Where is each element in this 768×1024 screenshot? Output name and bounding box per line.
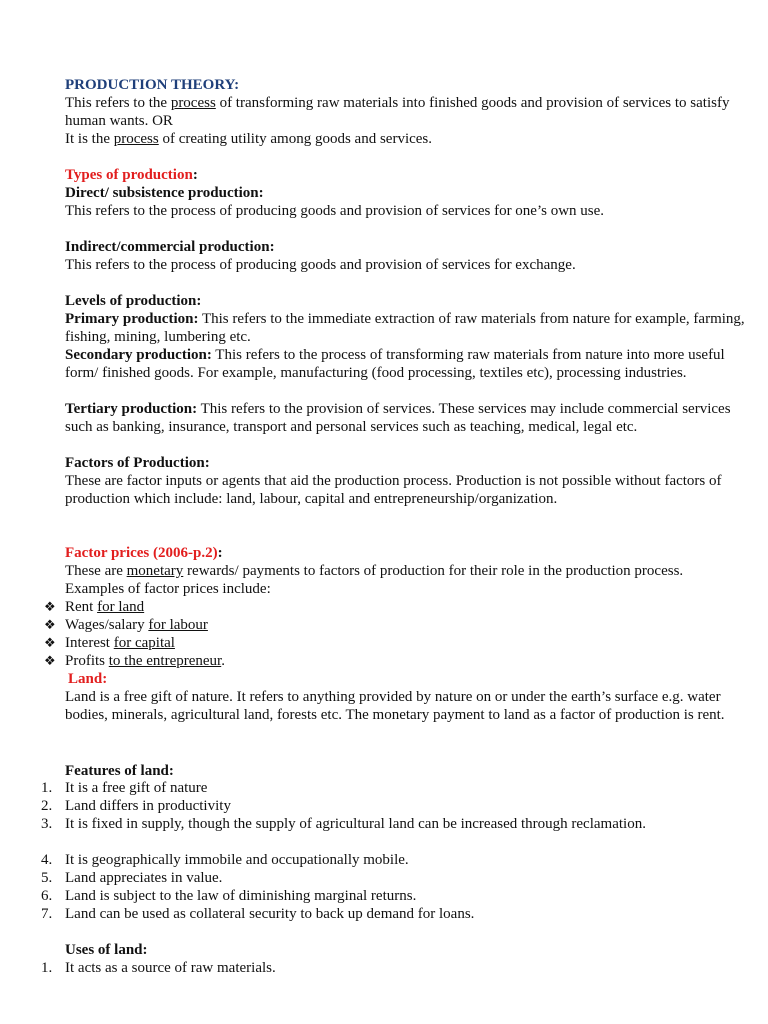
factors-of-production-heading: Factors of Production: (65, 455, 210, 471)
list-item: 5. Land appreciates in value. (41, 870, 223, 886)
factor-prices-list (0, 598, 745, 670)
tertiary-production-paragraph: Tertiary production: This refers to the provision of services. These services may include commercial services such as banking, insurance, transport and personal services such as teaching, medical, legal etc. (65, 401, 731, 435)
diamond-bullet-icon: ❖ (44, 599, 56, 614)
diamond-bullet-icon: ❖ (44, 653, 56, 668)
list-item: ❖ Wages/salary for labour (44, 617, 208, 633)
factor-link[interactable]: to the entrepreneur (108, 653, 222, 669)
factor-link[interactable]: for capital (113, 635, 175, 651)
list-item: 3. It is fixed in supply, though the supply of agricultural land can be increased through reclamation. (41, 816, 646, 832)
production-theory-definition-2: It is the process of creating utility among goods and services. (65, 131, 433, 147)
types-of-production-heading: Types of production: (65, 167, 198, 183)
list-item: 1. It is a free gift of nature (41, 780, 208, 796)
diamond-bullet-icon: ❖ (44, 617, 56, 632)
features-of-land-heading: Features of land: (65, 763, 174, 779)
list-item: ❖ Rent for land (44, 599, 145, 615)
factor-prices-text: These are monetary rewards/ payments to factors of production for their role in the production process. Examples of factor prices include: (65, 563, 684, 597)
factor-prices-heading: Factor prices (2006-p.2): (65, 545, 223, 561)
list-item: 6. Land is subject to the law of diminishing marginal returns. (41, 888, 417, 904)
levels-of-production-heading: Levels of production: (65, 293, 202, 309)
list-item: ❖ Profits to the entrepreneur. (44, 653, 225, 669)
list-item: 4. It is geographically immobile and occupationally mobile. (41, 852, 409, 868)
list-item: 2. Land differs in productivity (41, 798, 231, 814)
monetary-link[interactable]: monetary (126, 563, 184, 579)
list-item: ❖ Interest for capital (44, 635, 175, 651)
direct-production-title: Direct/ subsistence production: (65, 185, 264, 201)
uses-of-land-heading: Uses of land: (65, 942, 148, 958)
uses-of-land-list (0, 959, 745, 977)
factor-link[interactable]: for labour (148, 617, 208, 633)
indirect-production-text: This refers to the process of producing goods and provision of services for exchange. (65, 257, 576, 273)
features-of-land-list (0, 779, 745, 923)
land-text: Land is a free gift of nature. It refers to anything provided by nature on or under the earth’s surface e.g. water bodies, minerals, agricultural land, forests etc. The monetary payment to land as a factor of production is rent. (65, 689, 725, 723)
list-item: 1. It acts as a source of raw materials. (41, 960, 276, 976)
process-link[interactable]: process (170, 95, 216, 111)
land-heading: Land: (68, 671, 108, 687)
secondary-production-paragraph: Secondary production: This refers to the process of transforming raw materials from nature into more useful form/ finished goods. For example, manufacturing (food processing, textiles etc), processing industries. (65, 347, 725, 381)
primary-production-paragraph: Primary production: This refers to the immediate extraction of raw materials from nature for example, farming, fishing, mining, lumbering etc. (65, 311, 745, 345)
diamond-bullet-icon: ❖ (44, 635, 56, 650)
list-item: 7. Land can be used as collateral security to back up demand for loans. (41, 906, 475, 922)
process-link[interactable]: process (113, 131, 159, 147)
production-theory-definition-1: This refers to the process of transforming raw materials into finished goods and provision of services to satisfy human wants. OR (65, 95, 730, 129)
production-theory-heading: PRODUCTION THEORY: (65, 77, 240, 93)
factor-link[interactable]: for land (97, 599, 145, 615)
direct-production-text: This refers to the process of producing goods and provision of services for one’s own use. (65, 203, 605, 219)
indirect-production-title: Indirect/commercial production: (65, 239, 275, 255)
factors-of-production-text: These are factor inputs or agents that aid the production process. Production is not possible without factors of production which include: land, labour, capital and entrepreneurship/organization. (65, 473, 722, 507)
